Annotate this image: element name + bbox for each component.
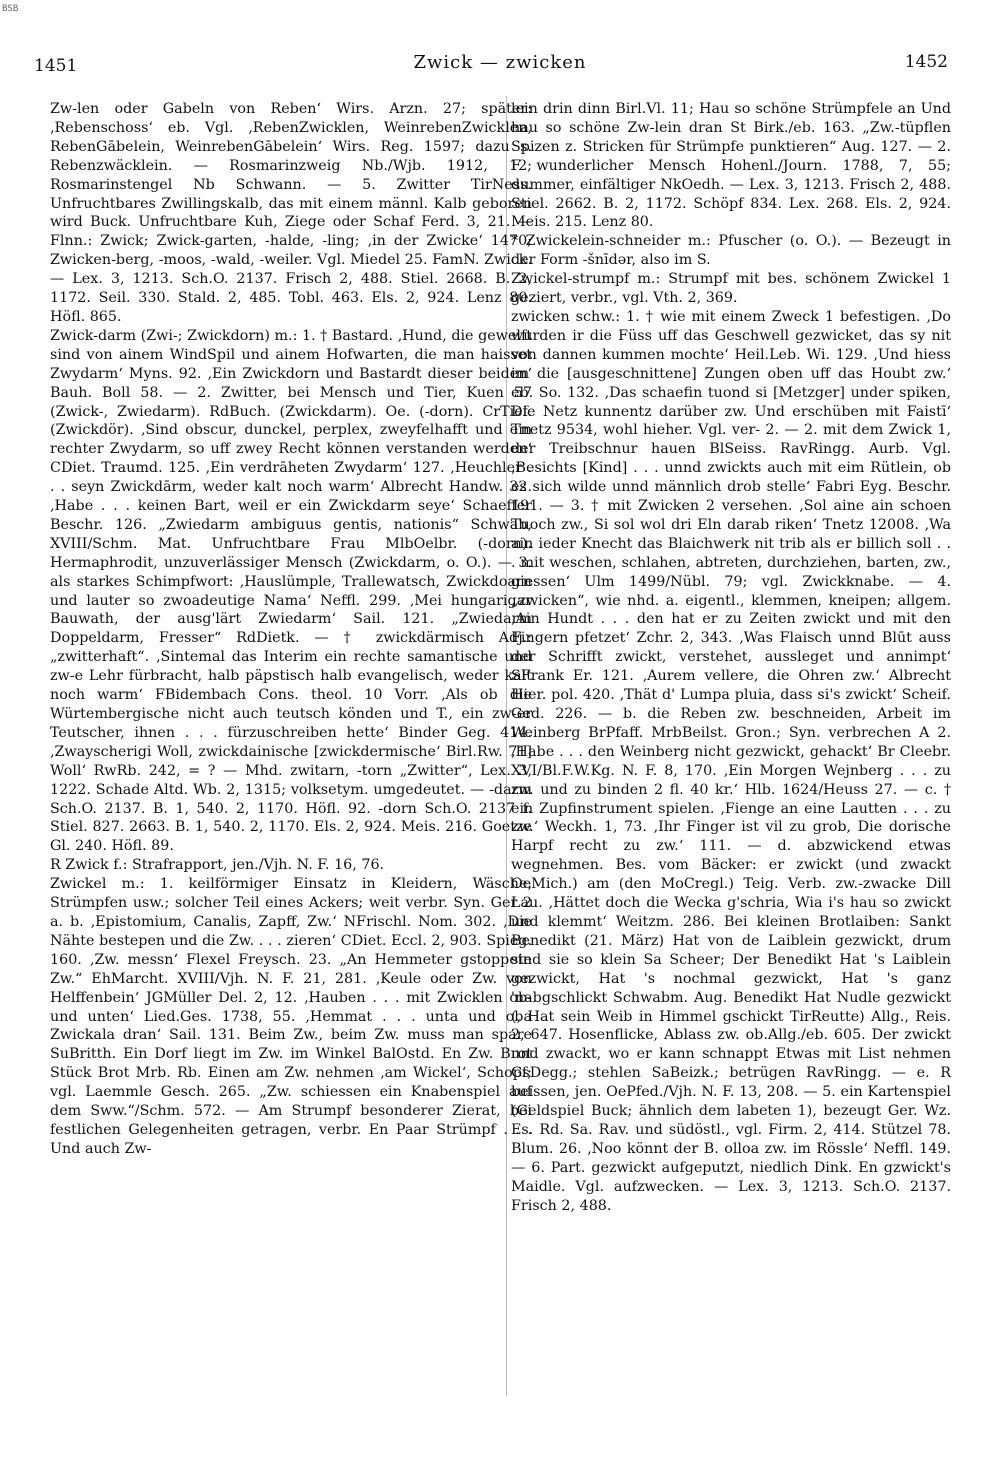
entry-zwickelein-schneider: * Zwickelein-schneider m.: Pfuscher (o. O.). — Bezeugt in der Form -šnīdər, also im S. [511, 233, 951, 269]
page-header [0, 52, 1000, 92]
entry-zwick-darm: Zwick-darm (Zwi-; Zwickdorn) m.: 1. † Bastard. ‚Hund, die gewelft sind von ainem WindSpil und ainem Hofwarten, die man haisset Zwydarm‘ Myns. 92. ‚Ein Zwickdorn und Bastardt dieser beiden‘ Bauh. Boll 58. — 2. Zwitter, bei Mensch und Tier, Kuen 57 (Zwick-, Zwiedarm). RdBuch. (Zwickdarm). Oe. (-dorn). CrTief. (Zwickdör). ‚Sind obscur, dunckel, perplex, zweyfelhafft und ein rechter Zwydarm, so uff zwey Recht können verstanden werden‘ CDiet. Traumd. 125. ‚Ein verdrāheten Zwydarm‘ 127. ‚Heuchler . . . seyn Zwickdārm, weder kalt noch warm‘ Albrecht Handw. 32. ‚Habe . . . keinen Bart, weil er ein Zwickdarm seye‘ Schaeffer Beschr. 126. „Zwiedarm ambiguus gentis, nationis“ Schwab, XVIII/Schm. Mat. Unfruchtbare Frau MlbOelbr. (-dorn). Hermaphrodit, unzuverlässiger Mensch (Zwickdarm, o. O.). — 3. als starkes Schimpfwort: ‚Hauslümple, Trallewatsch, Zwickdoarn und lauter so zwoadeutige Nama‘ Neffl. 299. ‚Mei hungarigar Bauwath, der ausg'lärt Zwiedarm‘ Sail. 121. „Zwiedarm Doppeldarm, Fresser“ RdDietk. — † zwickdärmisch Adj.: „zwitterhaft“. ‚Sintemal das Interim ein rechte samantische und zw-e Lehr fürbracht, halb päpstisch halb evangelisch, weder kalt noch warm‘ FBidembach Cons. theol. 10 Vorr. ‚Als ob die Würtembergische nicht auch teutsch könden und T., ein zw-er Teutscher, ihnen . . . fürzuschreiben hette‘ Binder Geg. 414. ‚Zwayscherigi Woll, zwickdainische [zwickdermische‘ Birl.Rw. 71] Woll‘ RwRb. 242, = ? — Mhd. zwitarn, -torn „Zwitter“, Lex. 3, 1222. Schade Altd. Wb. 2, 1315; volksetym. umgedeutet. — -darm Sch.O. 2137. B. 1, 540. 2, 1170. Höfl. 92. -dorn Sch.O. 2137 f. Stiel. 827. 2663. B. 1, 540. 2, 1170. Els. 2, 924. Meis. 216. Goetze Gl. 240. Höfl. 89. [50, 327, 532, 855]
entry-zwick-f: R Zwick f.: Strafrapport, jen./Vjh. N. F. 16, 76. [50, 857, 385, 874]
right-column [511, 100, 951, 1215]
running-title: Zwick — zwicken [413, 52, 587, 73]
entry-zwick-continued: Zw-len oder Gabeln von Reben‘ Wirs. Arzn. 27; später: ‚Rebenschoss‘ eb. Vgl. ‚RebenZwicklen, WeinrebenZwicklen, RebenGābelein, WeinrebenGābelein‘ Wirs. Reg. 1597; dazu s. Rebenzwäcklein. — Rosmarinzweig Nb./Wjb. 1912, 12; Rosmarinstengel Nb Schwann. — 5. Zwitter TirNess. Unfruchtbares Zwillingskalb, das mit einem männl. Kalb geboren wird Buck. Unfruchtbare Kuh, Ziege oder Schaf Ferd. 3, 21. — Flnn.: Zwick; Zwick-garten, -halde, -ling; ‚in der Zwicke‘ 1470; Zwicken-berg, -moos, -wald, -weiler. Vgl. Miedel 25. FamN. Zwick. — Lex. 3, 1213. Sch.O. 2137. Frisch 2, 488. Stiel. 2668. B. 2, 1172. Seil. 330. Stald. 2, 485. Tobl. 463. Els. 2, 924. Lenz 80. Höfl. 865. [50, 101, 532, 325]
left-column [50, 100, 532, 1159]
page-number-right: 1452 [904, 52, 948, 72]
watermark-bsb: BSB [2, 4, 19, 14]
entry-zwickel: Zwickel m.: 1. keilförmiger Einsatz in Kleidern, Wäsche, Strümpfen usw.; solcher Teil eines Ackers; weit verbr. Syn. Ger 2 a. b. ‚Epistomium, Canalis, Zapff, Zw.‘ NFrischl. Nom. 302. ‚Die Nähte bestepen und die Zw. . . . zieren‘ CDiet. Eccl. 2, 903. Spieg. 160. ‚Zw. messn‘ Flexel Freysch. 23. „An Hemmeter gstoppete Zw.“ EhMarcht. XVIII/Vjh. N. F. 21, 281. ‚Keule oder Zw. von Helffenbein‘ JGMüller Del. 2, 12. ‚Hauben . . . mit Zwicklen ob- und unten‘ Lied.Ges. 1738, 55. ‚Hemmat . . . unta und oba Zwickala dran‘ Sail. 131. Beim Zw., beim Zw. muss man spare SuBritth. Ein Dorf liegt im Zw. im Winkel BalOstd. En Zw. Brot Stück Brot Mrb. Rb. Einen am Zw. nehmen ‚am Wickel‘, Schopf; vgl. Laemmle Gesch. 265. „Zw. schiessen ein Knabenspiel auf dem Sww.“/Schm. 572. — Am Strumpf besonderer Zierat, bei festlichen Gelegenheiten getragen, verbr. En Paar Strümpf . . . Und auch Zw- [50, 876, 532, 1157]
entry-zwickel-continued: lein drin dinn Birl.Vl. 11; Hau so schöne Strümpfele an Und hau so schöne Zw-lein dran St Birk./eb. 163. „Zw.-tüpflen Spizen z. Stricken für Strümpfe punktieren“ Aug. 127. — 2. F wunderlicher Mensch Hohenl./Journ. 1788, 7, 55; dummer, einfältiger NkOedh. — Lex. 3, 1213. Frisch 2, 488. Stiel. 2662. B. 2, 1172. Schöpf 834. Lex. 268. Els. 2, 924. Meis. 215. Lenz 80. [511, 101, 951, 231]
entry-zwickel-strumpf: Zwickel-strumpf m.: Strumpf mit bes. schönem Zwickel 1 geziert, verbr., vgl. Vth. 2, 369. [511, 271, 951, 307]
page-number-left: 1451 [34, 56, 78, 76]
entry-zwicken: zwicken schw.: 1. † wie mit einem Zweck 1 befestigen. ‚Do wurden ir die Füss uff das Geschwell gezwicket, das sy nit von dannen kummen mochte‘ Heil.Leb. Wi. 129. ‚Und hiess im die [ausgeschnittene] Zungen oben uff das Houbt zw.‘ eb. So. 132. ‚Das schaefin tuond si [Metzger] under spiken, Die Netz kunnentz darüber zw. Und erschüben mit Faistī‘ Tnetz 9534, wohl hieher. Vgl. ver- 2. — 2. mit dem Zwick 1, der Treibschnur hauen BlSeiss. RavRingg. Aurb. Vgl. ‚Besichts [Kind] . . . unnd zwickts auch mit eim Rütlein, ob es sich wilde unnd männlich drob stelle‘ Fabri Eyg. Beschr. 191. — 3. † mit Zwicken 2 versehen. ‚Sol aine ain schoen Tuoch zw., Si sol wol dri Eln darab riken‘ Tnetz 12008. ‚Wa ain ieder Knecht das Blaichwerk nit trib als er billich soll . . . mit weschen, schlahen, abtreten, durchziehen, barten, zw., giessen‘ Ulm 1499/Nübl. 79; vgl. Zwickknabe. — 4. „zwicken“, wie nhd. a. eigentl., klemmen, kneipen; allgem. ‚Ain Hundt . . . den hat er zu Zeiten zwickt und mit den Fingern pfetzet‘ Zchr. 2, 343. ‚Was Flaisch unnd Blūt auss der Schrifft zwickt, verstehet, aussleget und annimpt‘ SFrank Er. 121. ‚Aurem vellere, die Ohren zw.‘ Albrecht Hier. pol. 420. ‚Thät d' Lumpa pluia, dass si's zwickt‘ Scheif. Ged. 226. — b. die Reben zw. beschneiden, Arbeit im Weinberg BrPfaff. MrbBeilst. Gron.; Syn. verbrechen A 2. ‚Habe . . . den Weinberg nicht gezwickt, gehackt‘ Br Cleebr. XVI/Bl.F.W.Kg. N. F. 8, 170. ‚Ein Morgen Wejnberg . . . zu zw. und zu binden 2 fl. 40 kr.‘ Hlb. 1624/Heuss 27. — c. † ein Zupfinstrument spielen. ‚Fienge an eine Lautten . . . zu zw.‘ Weckh. 1, 73. ‚Ihr Finger ist vil zu grob, Die dorische Harpf recht zu zw.‘ 111. — d. abzwickend etwas wegnehmen. Bes. vom Bäcker: er zwickt (und zwackt OeMich.) am (den MoCregl.) Teig. Verb. zw.-zwacke Dill Lau. ‚Hättet doch die Wecka g'schria, Wia i's hau so zwickt und klemmt‘ Weitzm. 286. Bei kleinen Brotlaiben: Sankt Benedikt (21. März) Hat von de Laiblein gezwickt, drum sind sie so klein Sa Scheer; Der Benedikt Hat 's Laiblein gezwickt, Hat 's nochmal gezwickt, Hat 's ganz 'nabgschlickt Schwabm. Aug. Benedikt Hat Nudle gezwickt (, Hat sein Weib in Himmel gschickt TirReutte) Allg., Reis. 2, 647. Hosenflicke, Ablass zw. ob.Allg./eb. 605. Der zwickt und zwackt, wo er kann schnappt Etwas mit List nehmen GsDegg.; stehlen SaBeizk.; betrügen RavRingg. — e. R beissen, jen. OePfed./Vjh. N. F. 13, 208. — 5. ein Kartenspiel (Geldspiel Buck; ähnlich dem labeten 1), bezeugt Ger. Wz. Es. Rd. Sa. Rav. und südöstl., vgl. Firm. 2, 414. Stützel 78. Blum. 26. ‚Noo könnt der B. olloa zw. im Rössle‘ Neffl. 149. — 6. Part. gezwickt aufgeputzt, niedlich Dink. En gzwickt's Maidle. Vgl. aufzwecken. — Lex. 3, 1213. Sch.O. 2137. Frisch 2, 488. [511, 308, 951, 1214]
